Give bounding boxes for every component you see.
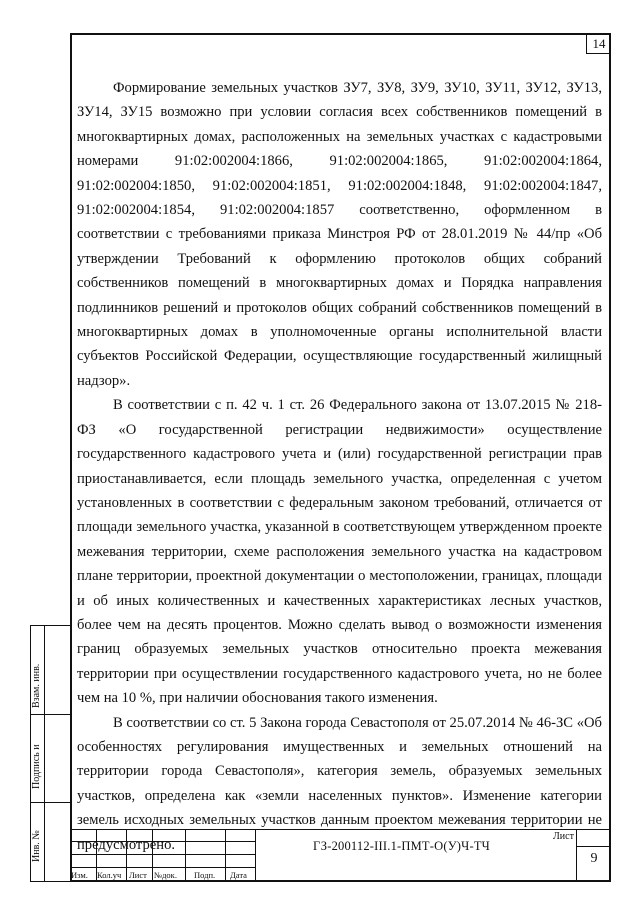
document-body bbox=[77, 76, 602, 857]
paragraph-2: В соответствии с п. 42 ч. 1 ст. 26 Федерального закона от 13.07.2015 № 218-ФЗ «О государственной регистрации недвижимости» осуществление государственного кадастрового учета и (или) государственной регистрации прав приостанавливается, если площадь земельного участка, определенная с учетом установленных в соответствии с федеральным законом требований, отличается от площади земельного участка, указанной в соответствующем утвержденном проекте межевания территории, схеме расположения земельного участка на кадастровом плане территории, проектной документации о местоположении, границах, площади и об иных количественных и качественных характеристиках лесных участков, более чем на десять процентов. Можно сделать вывод о возможности изменения границ образуемых земельных участков относительно проекта межевания территории при осуществлении государственного кадастрового учета, но не более чем на 10 %, при наличии обоснования такого изменения. bbox=[77, 397, 602, 707]
tb-label-izm: Изм. bbox=[71, 870, 88, 880]
sheet-label: Лист bbox=[553, 831, 574, 842]
title-block bbox=[70, 829, 611, 882]
tb-label-list: Лист bbox=[129, 870, 147, 880]
side-stamp-strip bbox=[30, 625, 70, 882]
tb-label-ndok: №док. bbox=[154, 870, 177, 880]
document-code: ГЗ-200112-III.1-ПМТ-О(У)Ч-ТЧ bbox=[313, 839, 490, 853]
paragraph-3: В соответствии со ст. 5 Закона города Севастополя от 25.07.2014 № 46-ЗС «Об особенностях регулирования имущественных и земельных отношений на территории города Севастополя», категория земель, образуемых земельных участков, определена как «земли населенных пунктов». Изменение категории земель исходных земельных участков данным проектом межевания территории не предусмотрено. bbox=[77, 714, 602, 853]
tb-label-data: Дата bbox=[230, 870, 247, 880]
paragraph-1: Формирование земельных участков ЗУ7, ЗУ8, ЗУ9, ЗУ10, ЗУ11, ЗУ12, ЗУ13, ЗУ14, ЗУ15 возможно при условии согласия всех собственников помещений в многоквартирных домах, расположенных на земельных участках с кадастровыми номерами 91:02:002004:1866, 91:02:002004:1865, 91:02:002004:1864, 91:02:002004:1850, 91:02:002004:1851, 91:02:002004:1848, 91:02:002004:1847, 91:02:002004:1854, 91:02:002004:1857 соответственно, оформленном в соответствии с требованиями приказа Минстроя РФ от 28.01.2019 № 44/пр «Об утверждении Требований к оформлению протоколов общих собраний собственников помещений в многоквартирных домах и Порядка направления подлинников решений и протоколов общих собраний собственников помещений в многоквартирных домах в уполномоченные органы исполнительной власти субъектов Российской Федерации, осуществляющие государственный жилищный надзор». bbox=[77, 80, 602, 389]
side-label-podpis: Подпись и bbox=[31, 744, 42, 789]
tb-label-podp: Подп. bbox=[194, 870, 216, 880]
side-label-inv-no: Инв. № bbox=[31, 830, 42, 862]
top-page-number: 14 bbox=[586, 33, 611, 54]
sheet-number: 9 bbox=[590, 851, 598, 866]
side-label-vzam-inv: Взам. инв. bbox=[31, 663, 42, 708]
tb-label-kol-uch: Кол.уч bbox=[97, 870, 122, 880]
